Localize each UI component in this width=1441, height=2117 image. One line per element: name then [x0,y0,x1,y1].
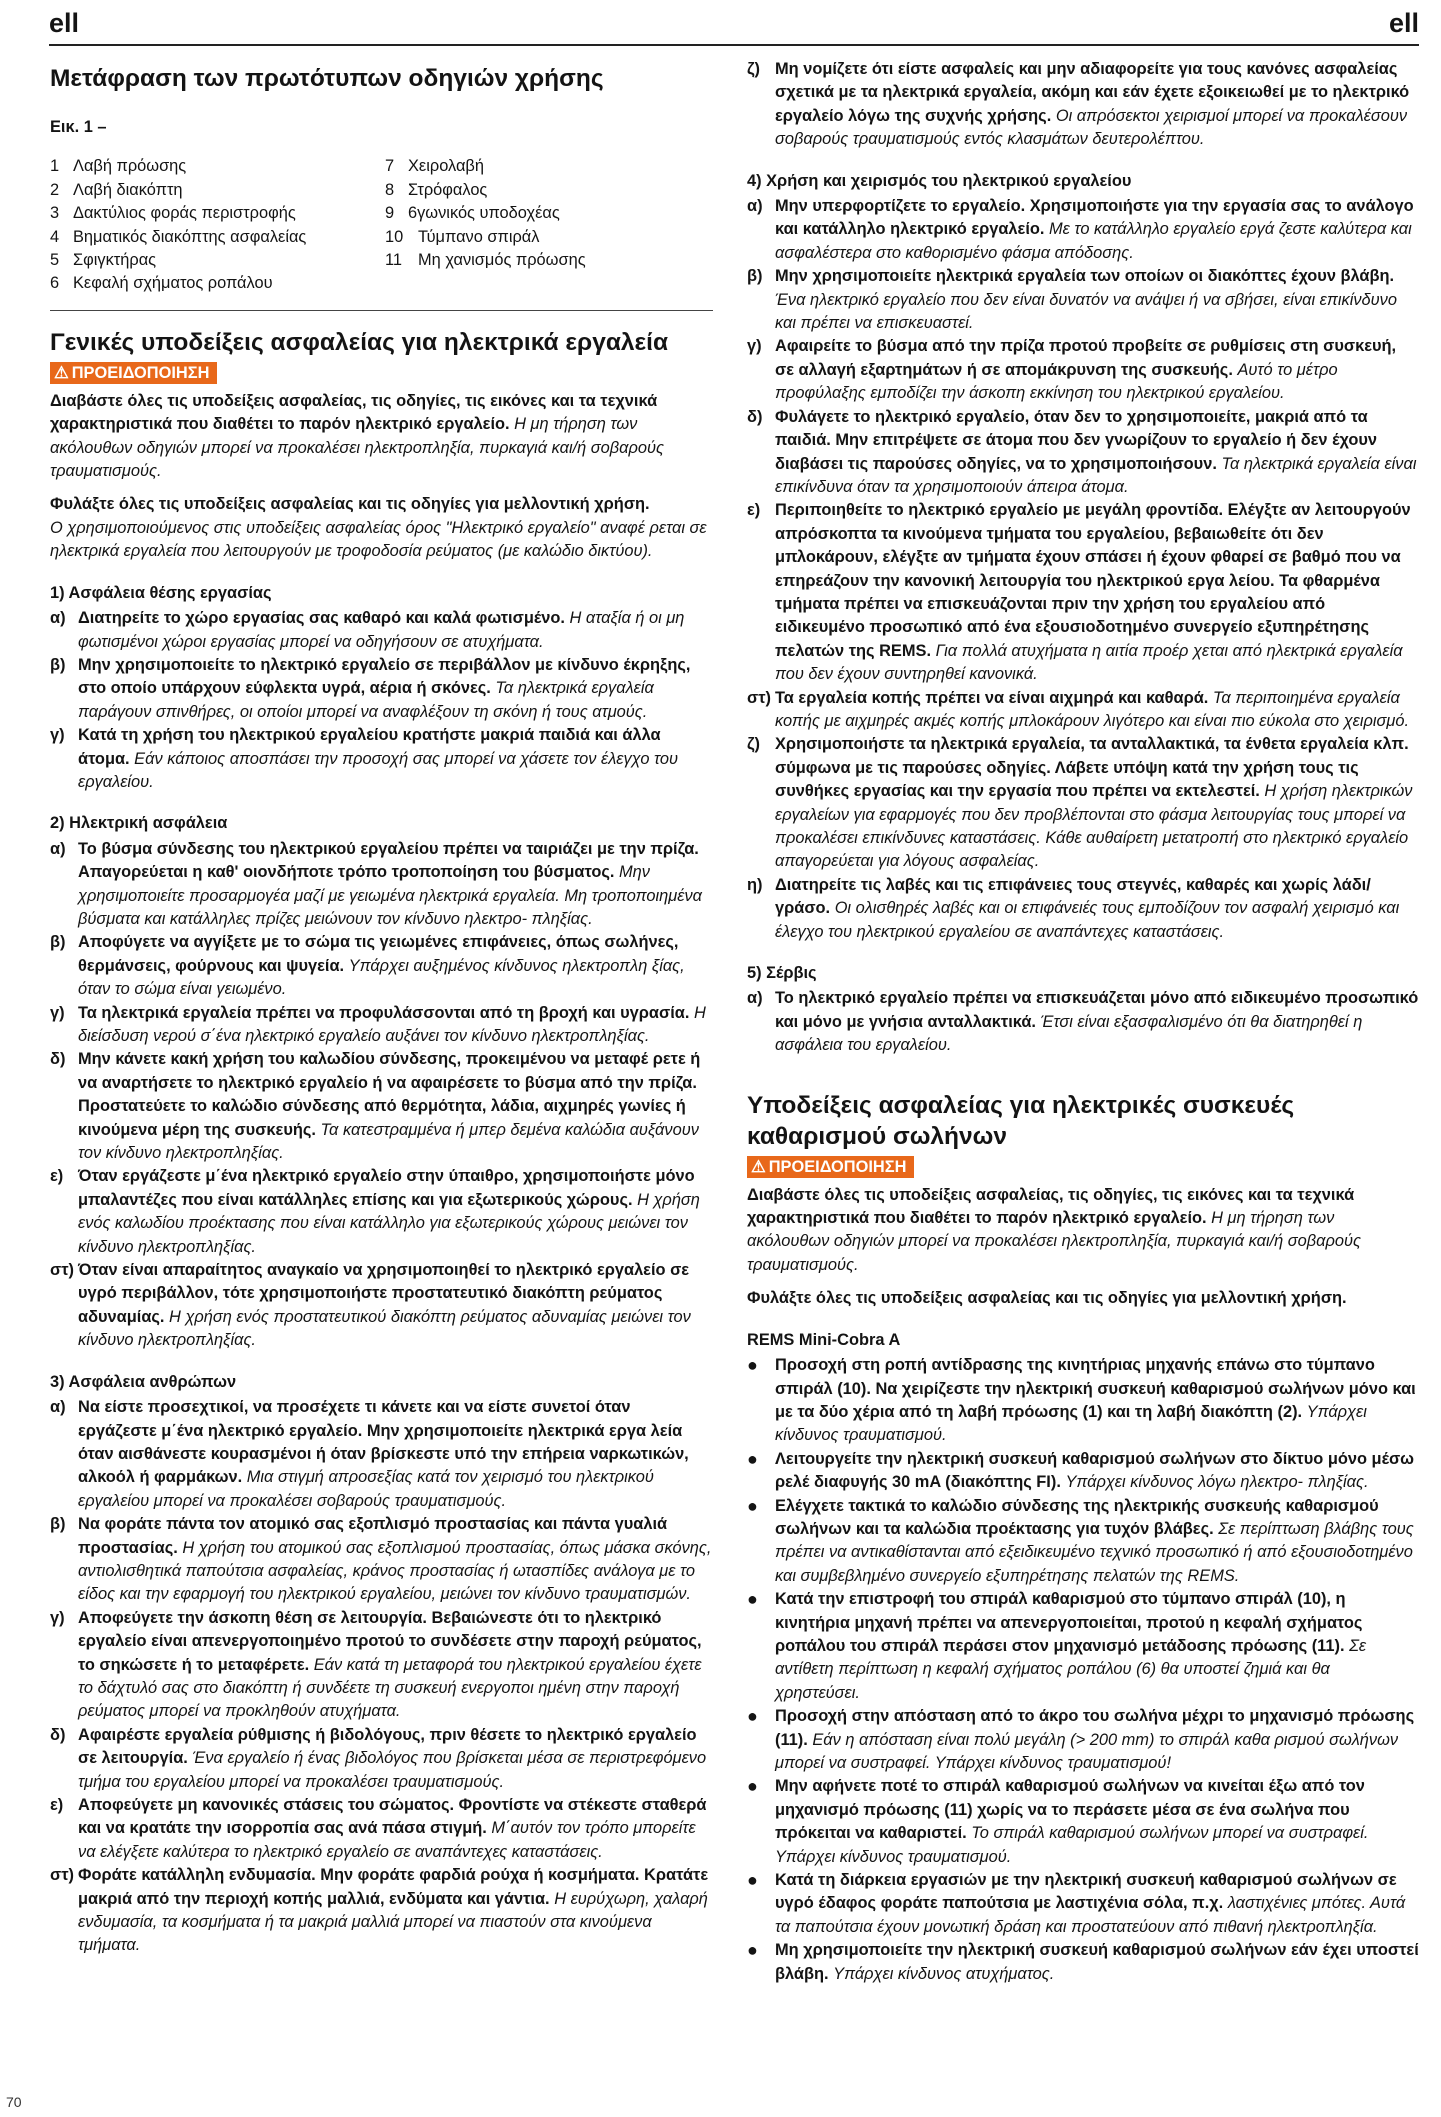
list-item-text [78,1724,713,1794]
figure-legend-label: Χειρολαβή [408,157,484,176]
figure-legend-item [50,179,385,202]
list-item-italic: Τα ηλεκτρικά εργαλεία παράγουν σπινθήρες, οι οποίοι μπορεί να αναφλέξουν τη σκόνη ή τους ατμούς. [78,679,654,721]
list-item-bold: Διατηρείτε το χώρο εργασίας σας καθαρό και καλά φωτισμένο. [78,609,565,628]
figure-legend-label: Δακτύλιος φοράς περιστροφής [73,204,296,223]
list-item-text [78,1794,713,1864]
list-item-italic: Η αταξία ή οι μη φωτισμένοι χώροι εργασίας μπορεί να οδηγήσουν σε ατυχήματα. [78,609,685,651]
figure-legend-item [385,226,713,249]
header-rule [49,44,1419,46]
list-item-italic: Υπάρχει κίνδυνος λόγω ηλεκτρο- πληξίας. [1065,1473,1369,1492]
list-item-marker: στ) [50,1261,74,1280]
list-item [747,265,1419,335]
list-item-italic: Τα ηλεκτρικά εργαλεία είναι επικίνδυνα όταν τα χρησιμοποιούν άπειρα άτομα. [775,454,1417,496]
figure-legend-item [50,226,385,249]
list-item [50,1002,713,1049]
list-item-marker: ε) [50,1796,64,1814]
figure-legend-label: Λαβή διακόπτη [73,180,183,199]
list-item-text [775,58,1419,152]
list-item-italic: Εάν η απόσταση είναι πολύ μεγάλη (> 200 mm) το σπιράλ καθα ρισμού σωλήνων μπορεί να συστραφεί. Υπάρχει κίνδυνος τραυματισμού! [775,1730,1399,1772]
list-item-bold: Να είστε προσεχτικοί, να προσέχετε τι κάνετε και να είστε συνετοί όταν εργάζεστε μ΄ένα ηλεκτρικό εργαλείο. Μην χρησιμοποιείτε ηλεκτρικά εργα λεία όταν αισθάνεστε κουρασμένοι ή όταν βρίσκεστε υπό την επήρεια ναρκωτικών, αλκοόλ ή φαρμάκων. [78,1398,689,1487]
list-item-italic: Ένα εργαλείο ή ένας βιδολόγος που βρίσκεται μέσα σε περιστρεφόμενο τμήμα του εργαλείου μπορεί να προκαλέσει τραυματισμούς. [78,1749,707,1791]
list-item-italic: Εάν κατά τη μεταφορά του ηλεκτρικού εργαλείου έχετε το δάχτυλό σας στο διακόπτη ή συνδέετε τη συσκευή ενεργοποι ημένη στην παροχή ρεύματος μπορεί να προκληθούν ατυχήματα. [78,1655,702,1721]
list-item [747,1705,1419,1775]
list-item [50,1607,713,1724]
figure-legend-item [385,155,713,178]
list-item-marker: η) [747,875,763,894]
list-item-marker: ● [747,1355,758,1376]
figure-legend-number: 3 [50,204,60,223]
list-item-bold: Μην χρησιμοποιείτε ηλεκτρικά εργαλεία των οποίων οι διακόπτες έχουν βλάβη. [775,267,1395,286]
list-item-italic: Οι απρόσεκτοι χειρισμοί μπορεί να προκαλέσουν σοβαρούς τραυματισμούς εντός κλασμάτων δευτερολέπτου. [775,106,1408,149]
list-item-text [78,607,713,654]
intro-paragraph-2 [747,1184,1419,1278]
list-item-italic: Εάν κάποιος αποσπάσει την προσοχή σας μπορεί να χάσετε τον έλεγχο του εργαλείου. [78,749,679,791]
personal-safety-list [50,1396,713,1958]
list-item-text [775,987,1419,1057]
tool-use-list [747,195,1419,944]
figure-label: Εικ. 1 – [50,118,107,136]
list-item-bold: Ελέγχετε τακτικά το καλώδιο σύνδεσης της ηλεκτρικής συσκευής καθαρισμού σωλήνων και τα καλώδια προέκτασης για τυχόν βλάβες. [775,1496,1379,1538]
list-item [747,1448,1419,1495]
intro-italic: Η μη τήρηση των ακόλουθων οδηγιών μπορεί να προκαλέσει ηλεκτροπληξία, πυρκαγιά και/ή σοβαρούς τραυματισμούς. [50,415,664,481]
list-item-text [78,1607,713,1724]
list-item-marker: ● [747,1448,758,1469]
list-item-marker: ● [747,1706,758,1727]
list-item-text [775,1588,1419,1705]
list-item-text [78,838,713,932]
page-number: 70 [6,2094,22,2110]
warning-label: ΠΡΟΕΙΔΟΠΟΙΗΣΗ [71,363,210,382]
figure-legend-number: 8 [385,180,395,199]
list-item-text [775,1939,1419,1986]
list-item-italic: Το σπιράλ καθαρισμού σωλήνων μπορεί να συστραφεί. Υπάρχει κίνδυνος τραυματισμού. [775,1824,1369,1866]
list-item-text [775,1705,1419,1775]
header-language-code-left: ell [49,8,80,38]
figure-legend-number: 5 [50,251,60,270]
subsection-heading-personal: 3) Ασφάλεια ανθρώπων [50,1372,237,1391]
list-item [50,1259,713,1353]
list-item-bold: Όταν εργάζεστε μ΄ένα ηλεκτρικό εργαλείο στην ύπαιθρο, χρησιμοποιήστε μόνο μπαλαντέζες που είναι κατάλληλες επίσης και για εξωτερικούς χώρους. [78,1167,695,1209]
list-item-italic: Η χρήση ενός προστατευτικού διακόπτη ρεύματος αδυναμίας μειώνει τον κίνδυνο ηλεκτροπληξίας. [78,1307,691,1350]
keep-italic: Ο χρησιμοποιούμενος στις υποδείξεις ασφαλείας όρος "Ηλεκτρικό εργαλείο" αναφέ ρεται σε ηλεκτρικά εργαλεία που λειτουργούν με τροφοδοσία ρεύματος (με καλώδιο δικτύου). [50,518,707,561]
list-item-italic: Αυτό το μέτρο προφύλαξης εμποδίζει την άσκοπη εκκίνηση του ηλεκτρικού εργαλείου. [775,360,1338,403]
keep-bold-2: Φυλάξτε όλες τις υποδείξεις ασφαλείας και τις οδηγίες για μελλοντική χρήση. [747,1289,1347,1308]
list-item-marker: γ) [50,726,65,745]
list-item-marker: α) [747,989,763,1008]
intro-paragraph [50,390,713,484]
list-item-text [775,195,1419,265]
warning-icon: ⚠ [751,1157,766,1176]
workplace-safety-list [50,607,713,794]
keep-bold: Φυλάξτε όλες τις υποδείξεις ασφαλείας και τις οδηγίες για μελλοντική χρήση. [50,495,650,514]
list-item-bold: Κατά τη χρήση του ηλεκτρικού εργαλείου κρατήστε μακριά παιδιά και άλλα άτομα. [78,726,661,768]
figure-legend-label: Κεφαλή σχήματος ροπάλου [73,274,273,293]
list-item-marker: β) [50,933,66,952]
intro-bold-2: Διαβάστε όλες τις υποδείξεις ασφαλείας, τις οδηγίες, τις εικόνες και τα τεχνικά χαρακτηριστικά που διαθέτει το παρόν ηλεκτρικό εργαλείο. [747,1185,1355,1228]
figure-legend-label: Σφιγκτήρας [73,251,157,270]
list-item-text [78,1048,713,1165]
list-item-bold: Φυλάγετε το ηλεκτρικό εργαλείο, όταν δεν το χρησιμοποιείτε, μακριά από τα παιδιά. Μην επιτρέψετε σε άτομα που δεν γνωρίζουν το εργαλείο ή δεν έχουν διαβάσει τις παρούσες οδηγίες, να το χρησιμοποιήσουν. [775,407,1378,473]
list-item-bold: Περιποιηθείτε το ηλεκτρικό εργαλείο με μεγάλη φροντίδα. Ελέγξτε αν λειτουργούν απρόσκοπτα τα κινούμενα τμήματα του εργαλείου, βεβαιωθείτε ότι δεν μπλοκάρουν, ελέγξτε αν τμήματα έχουν σπάσει ή έχουν φθαρεί σε βαθμό που να επηρεάζουν την κανονική λειτουργία του ηλεκτρικού εργα λείου. Τα φθαρμένα τμήματα πρέπει να επισκευάζονται πριν την χρήση του εργαλείου από ειδικευμένο προσωπικό από ένα εξουσιοδοτημένο συνεργείο εξυπηρέτησης πελατών της REMS. [775,501,1411,660]
list-item-italic: λαστιχένιες μπότες. Αυτά τα παπούτσια έχουν μονωτική δράση και προστατεύουν από πιθανή ηλεκτροπληξία. [775,1894,1406,1936]
list-item [747,1869,1419,1939]
list-item-italic: Υπάρχει κίνδυνος τραυματισμού. [775,1402,1367,1445]
list-item-marker: δ) [50,1725,66,1744]
list-item-bold: Μη χρησιμοποιείτε την ηλεκτρική συσκευή καθαρισμού σωλήνων εάν έχει υποστεί βλάβη. [775,1941,1419,1983]
list-item-text [78,1864,713,1958]
list-item-italic: Με το κατάλληλο εργαλείο εργά ζεστε καλύτερα και ασφαλέστερα στο καθορισμένο φάσμα απόδοσης. [775,220,1412,262]
list-item-bold: Αφαιρέστε εργαλεία ρύθμισης ή βιδολόγους, πριν θέσετε το ηλεκτρικό εργαλείο σε λειτουργία. [78,1725,697,1768]
list-item-marker: ● [747,1940,758,1961]
list-item [747,195,1419,265]
list-item-marker: γ) [50,1003,65,1022]
list-item-italic: Σε περίπτωση βλάβης τους πρέπει να αντικαθίστανται από εξειδικευμένο τεχνικό προσωπικό ή από εξουσιοδοτημένο και συμβεβλημένο συνεργείο εξυπηρέτησης πελατών της REMS. [775,1519,1414,1585]
list-item-italic: Μ΄αυτόν τον τρόπο μπορείτε να ελέγξετε καλύτερα το ηλεκτρικό εργαλείο σε αναπάντεχες καταστάσεις. [78,1819,696,1861]
list-item-italic: Η διείσδυση νερού σ΄ένα ηλεκτρικό εργαλείο αυξάνει τον κίνδυνο ηλεκτροπληξίας. [78,1003,706,1045]
list-item-marker: ● [747,1870,758,1891]
list-item-italic: Μην χρησιμοποιείτε προσαρμογέα μαζί με γειωμένα ηλεκτρικά εργαλεία. Μη τροποποιημένα βύσματα και κατάλληλες πρίζες μειώνουν τον κίνδυνο ηλεκτρο- πληξίας. [78,863,702,928]
list-item [50,931,713,1001]
list-item-marker: ● [747,1589,758,1610]
list-item-italic: Τα περιποιημένα εργαλεία κοπής με αιχμηρές ακμές κοπής μπλοκάρουν λιγότερο και είναι πιο εύκολα στο χειρισμό. [775,688,1410,730]
list-item-text [775,1448,1419,1495]
list-item-bold: Προσοχή στην απόσταση από το άκρο του σωλήνα μέχρι το μηχανισμό πρόωσης (11). [775,1707,1415,1749]
list-item-marker: β) [747,267,763,286]
list-item-text [775,1775,1419,1869]
list-item-marker: στ) [747,688,771,707]
list-item-bold: Κατά την επιστροφή του σπιράλ καθαρισμού στο τύμπανο σπιράλ (10), η κινητήρια μηχανή πρέπει να απενεργοποιείται, προτού η κεφαλή σχήματος ροπάλου του σπιράλ περάσει στον μηχανισμό μετάδοσης πρόωσης (11). [775,1590,1363,1655]
warning-badge-2 [747,1156,914,1178]
list-item-bold: Προσοχή στη ροπή αντίδρασης της κινητήριας μηχανής επάνω στο τύμπανο σπιράλ (10). Να χειρίζεστε την ηλεκτρική συσκευή καθαρισμού σωλήνων μόνο και με τα δύο χέρια από τη λαβή πρόωσης (1) και τη λαβή διακόπτη (2). [775,1356,1416,1421]
list-item-marker: α) [50,1398,66,1417]
personal-safety-list-continued [747,58,1419,152]
subsection-heading-tool-use: 4) Χρήση και χειρισμός του ηλεκτρικού εργαλείου [747,171,1132,190]
list-item-bold: Χρησιμοποιήστε τα ηλεκτρικά εργαλεία, τα ανταλλακτικά, τα ένθετα εργαλεία κλπ. σύμφωνα με τις παρούσες οδηγίες. Λάβετε υπόψη κατά την χρήση τους τις συνθήκες εργασίας και την εργασία που πρέπει να εκτελεστεί. [775,735,1409,801]
figure-legend-label: Μη χανισμός πρόωσης [418,251,586,270]
list-item-bold: Μην υπερφορτίζετε το εργαλείο. Χρησιμοποιήστε για την εργασία σας το ανάλογο και κατάλληλο ηλεκτρικό εργαλείο. [775,197,1414,239]
list-item [50,838,713,932]
list-item-marker: στ) [50,1866,74,1885]
list-item [50,1165,713,1259]
list-item-bold: Κατά τη διάρκεια εργασιών με την ηλεκτρική συσκευή καθαρισμού σωλήνων σε υγρό έδαφος φοράτε παπούτσια με λαστιχένια σόλα, π.χ. [775,1871,1397,1913]
list-item-text [78,1396,713,1513]
list-item [50,1048,713,1165]
warning-label-2: ΠΡΟΕΙΔΟΠΟΙΗΣΗ [768,1157,907,1176]
list-item-bold: Λειτουργείτε την ηλεκτρική συσκευή καθαρισμού σωλήνων στο δίκτυο μόνο μέσω ρελέ διαφυγής 30 mA (διακόπτης FI). [775,1449,1415,1492]
list-item-marker: ε) [747,501,761,520]
figure-legend-item [385,179,713,202]
list-item-italic: Η χρήση ενός καλωδίου προέκτασης που είναι κατάλληλο για εξωτερικούς χώρους μειώνει τον κίνδυνο ηλεκτροπληξίας. [78,1190,700,1256]
section-separator [50,310,713,311]
warning-badge [50,362,217,384]
list-item-marker: ε) [50,1167,64,1186]
header-language-code-right: ell [1388,8,1419,38]
list-item-marker: β) [50,1515,66,1534]
list-item [50,607,713,654]
list-item-marker: ζ) [747,735,761,754]
figure-legend-number: 9 [385,204,395,223]
list-item-bold: Να φοράτε πάντα τον ατομικό σας εξοπλισμό προστασίας και πάντα γυαλιά προστασίας. [78,1515,668,1557]
figure-legend [50,155,713,295]
figure-legend-item [50,202,385,225]
figure-legend-item [50,155,385,178]
figure-legend-label: Τύμπανο σπιράλ [418,227,540,246]
list-item-bold: Αφαιρείτε το βύσμα από την πρίζα προτού προβείτε σε ρυθμίσεις στη συσκευή, σε αλλαγή εξαρτημάτων ή σε απομάκρυνση της συσκευής. [775,337,1397,379]
list-item-italic: Υπάρχει κίνδυνος ατυχήματος. [833,1964,1055,1983]
figure-legend-label: Λαβή πρόωσης [73,157,187,176]
page-title: Μετάφραση των πρωτότυπων οδηγιών χρήσης [50,65,604,92]
list-item [747,406,1419,500]
intro-bold: Διαβάστε όλες τις υποδείξεις ασφαλείας, τις οδηγίες, τις εικόνες και τα τεχνικά χαρακτηριστικά που διαθέτει το παρόν ηλεκτρικό εργαλείο. [50,391,658,434]
list-item-italic: Μια στιγμή απροσεξίας κατά τον χειρισμό του ηλεκτρικού εργαλείου μπορεί να προκαλέσει σοβαρούς τραυματισμούς. [78,1468,654,1510]
subsection-heading-service: 5) Σέρβις [747,964,817,983]
figure-legend-number: 2 [50,180,60,199]
list-item-marker: γ) [747,337,762,356]
list-item-bold: Μη νομίζετε ότι είστε ασφαλείς και μην αδιαφορείτε για τους κανόνες ασφαλείας σχετικά με τα ηλεκτρικά εργαλεία, ακόμη και εάν έχετε εξοικειωθεί με το ηλεκτρικό εργαλείο λόγω της συχνής χρήσης. [775,60,1410,125]
list-item-text [775,687,1419,734]
figure-legend-item [385,202,713,225]
list-item [747,687,1419,734]
list-item-marker: ● [747,1495,758,1516]
list-item-italic: Η ευρύχωρη, χαλαρή ενδυμασία, τα κοσμήματα ή τα μακριά μαλλιά μπορεί να πιαστούν στα κινούμενα τμήματα. [78,1889,708,1955]
left-column [50,58,713,2058]
list-item-bold: Το βύσμα σύνδεσης του ηλεκτρικού εργαλείου πρέπει να ταιριάζει με την πρίζα. Απαγορεύεται η καθ' οιονδήποτε τρόπο τροποποίηση του βύσματος. [78,839,699,882]
figure-legend-number: 4 [50,227,60,246]
list-item [747,1775,1419,1869]
list-item [747,1495,1419,1589]
list-item-italic: Σε αντίθετη περίπτωση η κεφαλή σχήματος ροπάλου (6) θα υποστεί ζημιά και θα χρηστεύσει. [775,1636,1367,1702]
list-item-bold: Αποφεύγετε μη κανονικές στάσεις του σώματος. Φροντίστε να στέκεστε σταθερά και να κρατάτε την ισορροπία σας ανά πάσα στιγμή. [78,1796,707,1838]
list-item-marker: γ) [50,1608,65,1627]
list-item-text [775,335,1419,405]
list-item-bold: Μην κάνετε κακή χρήση του καλωδίου σύνδεσης, προκειμένου να μεταφέ ρετε ή να αναρτήσετε το ηλεκτρικό εργαλείο ή να αφαιρέσετε το βύσμα από την πρίζα. Προστατεύετε το καλώδιο σύνδεσης από θερμότητα, λάδια, αιχμηρές γωνίες ή κινούμενα μέρη της συσκευής. [78,1050,701,1139]
list-item-italic: Η χρήση ηλεκτρικών εργαλείων για εφαρμογές που δεν προβλέπονται στο φάσμα λειτουργίας τους μπορεί να προκαλέσει επικίνδυνες καταστάσεις. Κάθε αυθαίρετη μετατροπή στο ηλεκτρικό εργαλείο απαγορεύεται για λόγους ασφαλείας. [775,782,1413,871]
list-item-marker: ζ) [747,60,761,78]
figure-legend-number: 7 [385,157,395,176]
product-safety-bullets [747,1354,1419,1986]
list-item [747,874,1419,944]
list-item-bold: Το ηλεκτρικό εργαλείο πρέπει να επισκευάζεται μόνο από ειδικευμένο προσωπικό και μόνο με γνήσια ανταλλακτικά. [775,989,1419,1031]
list-item [747,58,1419,152]
list-item [747,1354,1419,1448]
list-item [747,335,1419,405]
list-item [747,733,1419,873]
figure-legend-item [50,272,385,295]
list-item-text [78,724,713,794]
list-item-text [78,1002,713,1049]
list-item [50,1724,713,1794]
list-item-text [78,1259,713,1353]
list-item [50,1513,713,1607]
right-column [747,58,1419,2088]
list-item-bold: Τα εργαλεία κοπής πρέπει να είναι αιχμηρά και καθαρά. [775,688,1209,707]
list-item [50,1864,713,1958]
figure-legend-item [385,249,713,272]
list-item-text [775,874,1419,944]
list-item-bold: Φοράτε κατάλληλη ενδυμασία. Μην φοράτε φαρδιά ρούχα ή κοσμήματα. Κρατάτε μακριά από την περιοχή κοπής μαλλιά, ενδύματα και γάντια. [78,1866,709,1908]
figure-legend-item [50,249,385,272]
list-item-bold: Όταν είναι απαραίτητος αναγκαίο να χρησιμοποιηθεί το ηλεκτρικό εργαλείο σε υγρό περιβάλλον, τότε χρησιμοποιήστε προστατευτικό διακόπτη ρεύματος αδυναμίας. [78,1261,690,1326]
figure-legend-label: Στρόφαλος [408,180,488,199]
list-item-bold: Αποφεύγετε την άσκοπη θέση σε λειτουργία. Βεβαιώνεστε ότι το ηλεκτρικό εργαλείο είναι απενεργοποιημένο προτού το συνδέσετε στην παροχή ρεύματος, το σηκώσετε ή το μεταφέρετε. [78,1608,702,1674]
list-item-text [775,1869,1419,1939]
list-item-italic: Για πολλά ατυχήματα η αιτία προέρ χεται από ηλεκτρικά εργαλεία που δεν έχουν συντηρηθεί κανονικά. [775,641,1403,684]
intro-italic-2: Η μη τήρηση των ακόλουθων οδηγιών μπορεί να προκαλέσει ηλεκτροπληξία, πυρκαγιά και/ή σοβαρούς τραυματισμούς. [747,1209,1361,1274]
list-item-bold: Διατηρείτε τις λαβές και τις επιφάνειες τους στεγνές, καθαρές και χωρίς λάδι/γράσο. [775,875,1371,918]
figure-legend-number: 6 [50,274,60,293]
list-item-bold: Αποφύγετε να αγγίξετε με το σώμα τις γειωμένες επιφάνειες, όπως σωλήνες, θερμάνσεις, φούρνους και ψυγεία. [78,933,679,975]
list-item [747,987,1419,1057]
list-item [50,724,713,794]
warning-icon: ⚠ [54,363,69,382]
figure-legend-number: 11 [385,251,403,270]
list-item [747,1939,1419,1986]
subsection-heading-electrical: 2) Ηλεκτρική ασφάλεια [50,814,228,833]
list-item-text [775,406,1419,500]
list-item-text [775,1354,1419,1448]
list-item-text [78,931,713,1001]
list-item-bold: Τα ηλεκτρικά εργαλεία πρέπει να προφυλάσσονται από τη βροχή και υγρασία. [78,1003,690,1022]
list-item-marker: α) [50,609,66,628]
list-item-bold: Μην χρησιμοποιείτε το ηλεκτρικό εργαλείο σε περιβάλλον με κίνδυνο έκρηξης, στο οποίο υπάρχουν εύφλεκτα υγρά, αέρια ή σκόνες. [78,655,691,698]
figure-legend-label: Βηματικός διακόπτης ασφαλείας [73,227,307,246]
figure-legend-number: 10 [385,227,404,246]
list-item-italic: Τα κατεστραμμένα ή μπερ δεμένα καλώδια αυξάνουν τον κίνδυνο ηλεκτροπληξίας. [78,1120,699,1163]
list-item-marker: β) [50,655,66,674]
list-item-text [78,1165,713,1259]
list-item-marker: δ) [50,1050,66,1069]
list-item [747,499,1419,686]
list-item-italic: Οι ολισθηρές λαβές και οι επιφάνειές τους εμποδίζουν τον ασφαλή χειρισμό και έλεγχο του ηλεκτρικού εργαλείου σε αναπάντεχες καταστάσεις. [775,899,1400,941]
electrical-safety-list [50,838,713,1353]
list-item-marker: ● [747,1776,758,1797]
subsection-heading-workplace: 1) Ασφάλεια θέσης εργασίας [50,583,272,602]
product-heading: REMS Mini-Cobra A [747,1330,901,1349]
figure-legend-number: 1 [50,157,60,176]
list-item [50,1794,713,1864]
list-item [50,1396,713,1513]
list-item [50,654,713,724]
list-item-marker: α) [747,197,763,216]
list-item-text [775,265,1419,335]
list-item [747,1588,1419,1705]
list-item-text [78,654,713,724]
list-item-marker: α) [50,839,66,858]
list-item-text [78,1513,713,1607]
list-item-italic: Υπάρχει αυξημένος κίνδυνος ηλεκτροπλη ξίας, όταν το σώμα είναι γειωμένο. [78,956,685,999]
list-item-italic: Έτσι είναι εξασφαλισμένο ότι θα διατηρηθεί η ασφάλεια του εργαλείου. [775,1012,1363,1055]
list-item-text [775,733,1419,873]
service-list [747,987,1419,1057]
list-item-italic: Η χρήση του ατομικού σας εξοπλισμού προστασίας, όπως μάσκα σκόνης, αντιολισθητικά παπούτσια ασφαλείας, κράνος προστασίας ή ωτασπίδες ανάλογα με το είδος και την εφαρμογή του ηλεκτρικού εργαλείου, μειώνει τον κίνδυνο τραυματισμών. [78,1538,712,1604]
list-item-text [775,1495,1419,1589]
keep-paragraph [50,493,713,563]
list-item-bold: Μην αφήνετε ποτέ το σπιράλ καθαρισμού σωλήνων να κινείται έξω από τον μηχανισμό πρόωσης (11) χωρίς να το περάσετε μέσα σε ένα σωλήνα που πρόκειται να καθαριστεί. [775,1777,1365,1843]
figure-legend-label: 6γωνικός υποδοχέας [408,204,560,223]
list-item-text [775,499,1419,686]
section-title-pipe-cleaners: Υποδείξεις ασφαλείας για ηλεκτρικές συσκευές καθαρισμού σωλήνων [747,1091,1295,1150]
list-item-italic: Ένα ηλεκτρικό εργαλείο που δεν είναι δυνατόν να ανάψει ή να σβήσει, είναι επικίνδυνο και πρέπει να επισκευαστεί. [775,290,1397,333]
section-title-general-safety: Γενικές υποδείξεις ασφαλείας για ηλεκτρικά εργαλεία [50,328,669,356]
list-item-marker: δ) [747,407,763,426]
